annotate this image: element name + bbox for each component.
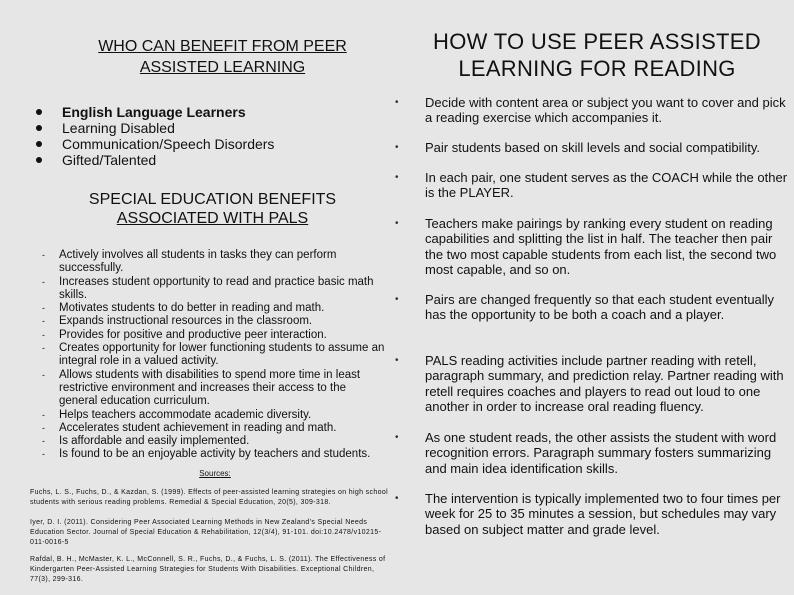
reference: Rafdal, B. H., McMaster, K. L., McConnell, S. R., Fuchs, D., & Fuchs, L. S. (2011). The Effectiveness of Kindergarten Peer-Assisted Learning Strategies for Students With Disabilities. Exceptional Children, 77(3), 299-316. (30, 556, 386, 583)
who-heading-line-2: ASSISTED LEARNING (139, 59, 306, 76)
list-item: - Is found to be an enjoyable activity by teachers and students. (40, 448, 386, 461)
benefits-list (40, 249, 386, 462)
sped-heading (40, 190, 385, 228)
list-item: • Pairs are changed frequently so that each student eventually has the opportunity to be both a coach and a player. (425, 292, 789, 323)
list-item: • Pair students based on skill levels and social compatibility. (425, 140, 789, 155)
list-item: • Teachers make pairings by ranking every student on reading capabilities and splitting the list in half. The teacher then pair the two most capable students from each list, the second two most capable, and so on. (425, 216, 789, 278)
list-item: • Decide with content area or subject you want to cover and pick a reading exercise which accompanies it. (425, 95, 789, 126)
list-item: - Is affordable and easily implemented. (40, 435, 386, 448)
left-column (0, 0, 395, 595)
sources-label: Sources: (199, 469, 231, 478)
who-list (36, 104, 274, 168)
list-item: Communication/Speech Disorders (36, 136, 274, 152)
list-item: - Creates opportunity for lower functioning students to assume an integral role in a valued activity. (40, 342, 386, 369)
list-item: Gifted/Talented (36, 152, 274, 168)
list-item: • The intervention is typically implemented two to four times per week for 25 to 35 minutes a session, but schedules may vary based on subject matter and grade level. (425, 491, 789, 537)
list-item: English Language Learners (36, 104, 274, 120)
right-column (395, 0, 794, 595)
list-item: - Increases student opportunity to read and practice basic math skills. (40, 276, 386, 303)
howto-heading-line-2: LEARNING FOR READING (458, 56, 736, 81)
who-heading-line-1: WHO CAN BENEFIT FROM PEER (98, 38, 347, 55)
sped-heading-line-1: SPECIAL EDUCATION BENEFITS (88, 191, 337, 208)
list-item: - Motivates students to do better in reading and math. (40, 302, 386, 315)
list-item: - Helps teachers accommodate academic diversity. (40, 409, 386, 422)
reference: Iyer, D. I. (2011). Considering Peer Associated Learning Methods in New Zealand's Special Needs Education Sector. Journal of Special Education & Rehabilitation, 12(3/4), 91-101. doi:10.2478/v10215-011-0016-5 (30, 519, 382, 546)
reference: Fuchs, L. S., Fuchs, D., & Kazdan, S. (1999). Effects of peer-assisted learning strategies on high school students with serious reading problems. Remedial & Special Education, 20(5), 309-318. (30, 489, 389, 506)
list-item: - Actively involves all students in tasks they can perform successfully. (40, 249, 386, 276)
list-item: - Accelerates student achievement in reading and math. (40, 422, 386, 435)
who-heading (40, 36, 405, 78)
howto-heading (405, 28, 789, 82)
list-item: • As one student reads, the other assists the student with word recognition errors. Paragraph summary fosters summarizing and main idea identification skills. (425, 430, 789, 476)
list-item: - Expands instructional resources in the classroom. (40, 315, 386, 328)
howto-heading-line-1: HOW TO USE PEER ASSISTED (433, 29, 761, 54)
list-item: • PALS reading activities include partner reading with retell, paragraph summary, and prediction relay. Partner reading with retell requires coaches and players to read out loud to one another in order to increase oral reading fluency. (425, 353, 789, 415)
list-item: - Provides for positive and productive peer interaction. (40, 329, 386, 342)
list-item: - Allows students with disabilities to spend more time in least restrictive environment and increases their access to the general education curriculum. (40, 369, 386, 409)
sped-heading-line-2: ASSOCIATED WITH PALS (116, 210, 309, 227)
list-item: • In each pair, one student serves as the COACH while the other is the PLAYER. (425, 170, 789, 201)
list-item: Learning Disabled (36, 120, 274, 136)
